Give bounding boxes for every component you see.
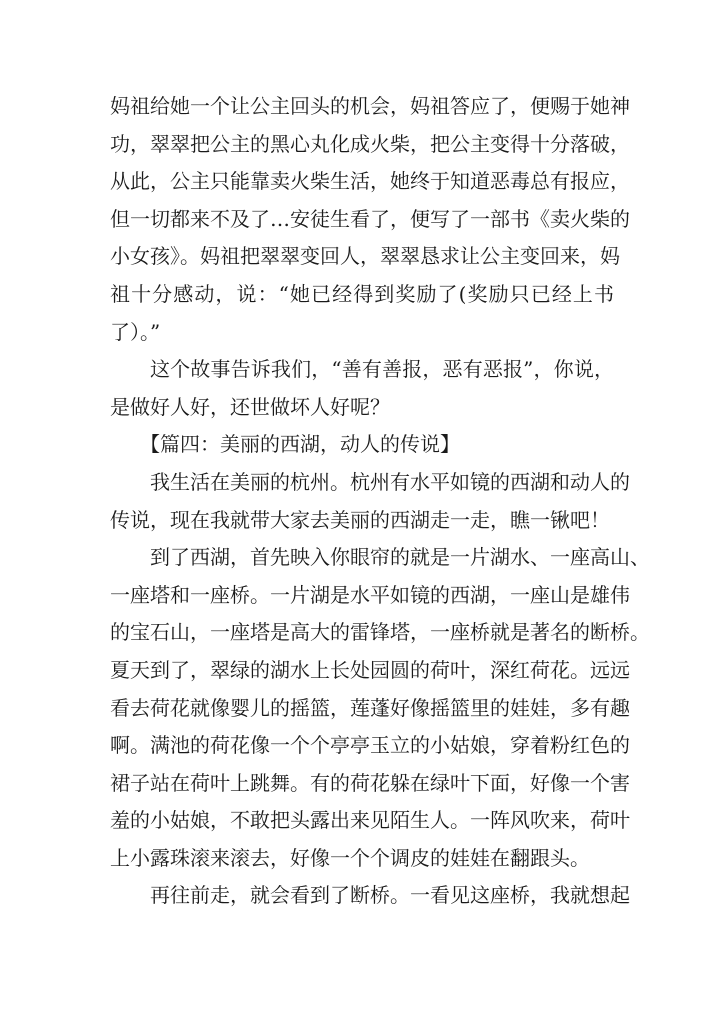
text-line: 啊。满池的荷花像一个个亭亭玉立的小姑娘，穿着粉红色的 — [110, 733, 630, 758]
text-line: 裙子站在荷叶上跳舞。有的荷花躲在绿叶下面，好像一个害 — [110, 770, 630, 795]
paragraph-first-line: 我生活在美丽的杭州。杭州有水平如镜的西湖和动人的 — [150, 469, 630, 494]
section-heading: 【篇四：美丽的西湖，动人的传说】 — [140, 432, 460, 457]
text-line: 小女孩》。妈祖把翠翠变回人，翠翠恳求让公主变回来，妈 — [110, 244, 620, 269]
paragraph-first-line: 到了西湖，首先映入你眼帘的就是一片湖水、一座高山、 — [150, 545, 650, 570]
text-line: 了）。” — [110, 319, 161, 344]
text-line: 是做好人好，还世做坏人好呢？ — [110, 394, 390, 419]
paragraph-first-line: 这个故事告诉我们，“善有善报，恶有恶报”，你说， — [150, 357, 614, 382]
text-line: 看去荷花就像婴儿的摇篮，莲蓬好像摇篮里的娃娃，多有趣 — [110, 695, 630, 720]
text-line: 功，翠翠把公主的黑心丸化成火柴，把公主变得十分落破， — [110, 131, 630, 156]
text-line: 传说，现在我就带大家去美丽的西湖走一走，瞧一锹吧！ — [110, 507, 610, 532]
document-body — [110, 88, 650, 915]
text-line: 妈祖给她一个让公主回头的机会，妈祖答应了，便赐于她神 — [110, 94, 630, 118]
text-line: 但一切都来不及了…安徒生看了，便写了一部书《卖火柴的 — [110, 206, 630, 231]
text-line: 从此，公主只能靠卖火柴生活，她终于知道恶毒总有报应， — [110, 169, 630, 194]
text-line: 夏天到了，翠绿的湖水上长处园圆的荷叶，深红荷花。远远 — [110, 657, 630, 682]
paragraph-first-line: 再往前走，就会看到了断桥。一看见这座桥，我就想起 — [150, 883, 630, 908]
text-line: 一座塔和一座桥。一片湖是水平如镜的西湖，一座山是雄伟 — [110, 582, 630, 607]
text-line: 的宝石山，一座塔是高大的雷锋塔，一座桥就是著名的断桥。 — [110, 620, 650, 645]
text-line: 羞的小姑娘，不敢把头露出来见陌生人。一阵风吹来，荷叶 — [110, 808, 630, 833]
text-line: 祖十分感动，说：“她已经得到奖励了(奖励只已经上书 — [110, 281, 614, 306]
text-line: 上小露珠滚来滚去，好像一个个调皮的娃娃在翻跟头。 — [110, 845, 590, 870]
